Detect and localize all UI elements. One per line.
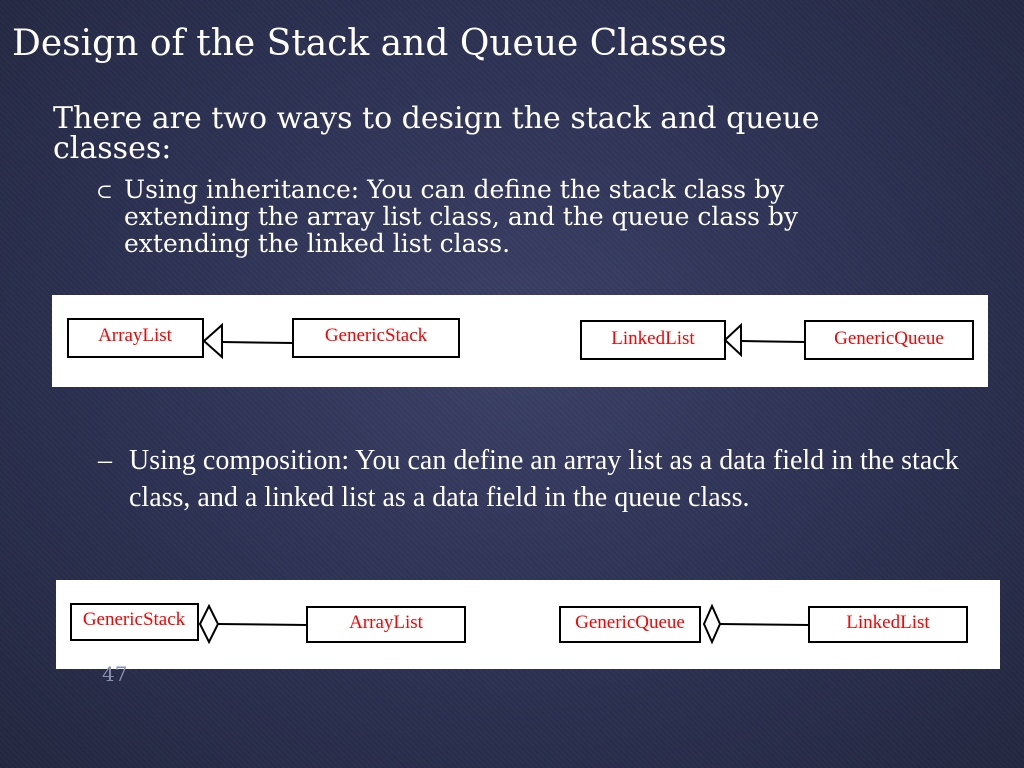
bullet-glyph-icon: ⊂ (96, 179, 113, 203)
class-label-genericstack-owner: GenericStack (82, 609, 186, 630)
class-box-arraylist-part (307, 607, 465, 642)
class-box-genericqueue (805, 321, 973, 359)
slide-title: Design of the Stack and Queue Classes (12, 23, 728, 64)
class-box-genericstack-owner (71, 604, 198, 640)
class-label-linkedlist-part: LinkedList (846, 612, 930, 633)
class-box-linkedlist (581, 321, 725, 359)
bullet-composition (98, 442, 988, 516)
class-box-genericstack (293, 319, 459, 357)
inheritance-diagram (52, 295, 988, 387)
class-label-arraylist-part: ArrayList (349, 612, 423, 633)
composition-diagram (56, 580, 1000, 669)
class-box-genericqueue-owner (560, 607, 700, 642)
class-label-genericstack: GenericStack (324, 325, 428, 346)
class-label-genericqueue-owner: GenericQueue (575, 612, 685, 633)
bullet-inheritance-text: Using inheritance: You can define the stack class by extending the array list class, and the queue class by extending the linked list class. (124, 175, 799, 258)
class-box-linkedlist-part (809, 607, 967, 642)
class-label-linkedlist: LinkedList (611, 328, 695, 349)
class-box-arraylist (68, 319, 203, 357)
bullet-dash: – (98, 445, 112, 476)
intro-text: There are two ways to design the stack and queue classes: (53, 101, 820, 166)
slide-number: 47 (102, 662, 128, 686)
class-label-arraylist: ArrayList (98, 325, 172, 346)
class-label-genericqueue: GenericQueue (834, 328, 944, 349)
bullet-composition-text: Using composition: You can define an array list as a data field in the stack class, and a linked list as a data field in the queue class. (129, 445, 959, 513)
bullet-inheritance (96, 176, 856, 257)
